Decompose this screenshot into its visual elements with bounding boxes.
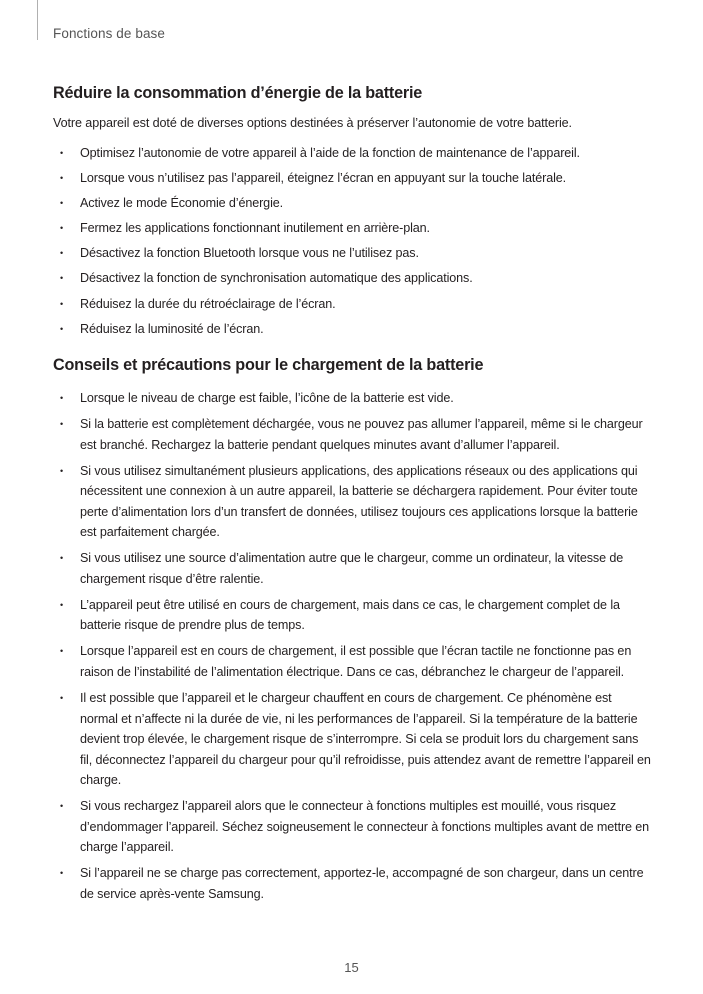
list-item-text: Désactivez la fonction de synchronisation automatique des applications. xyxy=(80,271,473,286)
header-margin-rule xyxy=(37,0,38,40)
bullet-icon: • xyxy=(60,419,64,430)
bullet-icon: • xyxy=(60,393,64,403)
list-item-text: Si vous utilisez une source d’alimentation autre que le chargeur, comme un ordinateur, la vitesse de chargement risque d’être ralentie. xyxy=(80,551,624,586)
running-header: Fonctions de base xyxy=(53,26,166,41)
list-item-text: Si vous rechargez l’appareil alors que le connecteur à fonctions multiples est mouillé, vous risquez d’endommager l’appareil. Séchez soigneusement le connecteur à fonctions multiples avant de mettre en charge l’appareil. xyxy=(80,799,650,855)
list-item xyxy=(0,319,703,340)
list-item xyxy=(0,168,703,189)
list-item xyxy=(0,414,703,455)
bullet-icon: • xyxy=(60,248,64,259)
list-item-text: Désactivez la fonction Bluetooth lorsque vous ne l’utilisez pas. xyxy=(80,246,419,261)
list-item xyxy=(0,193,703,214)
battery-saving-tips-list xyxy=(0,143,703,344)
section-title-charging-tips: Conseils et précautions pour le chargement de la batterie xyxy=(53,356,484,374)
list-item xyxy=(0,243,703,264)
bullet-icon: • xyxy=(60,323,64,334)
bullet-icon: • xyxy=(60,693,64,704)
list-item-text: Réduisez la durée du rétroéclairage de l’écran. xyxy=(80,296,336,311)
bullet-icon: • xyxy=(60,801,64,812)
page-number: 15 xyxy=(344,960,359,975)
list-item-text: Lorsque l’appareil est en cours de chargement, il est possible que l’écran tactile ne fonctionne pas en raison de l’instabilité de l’alimentation électrique. Dans ce cas, débranchez le chargeur de l’appareil. xyxy=(80,644,632,679)
list-item-text: L’appareil peut être utilisé en cours de chargement, mais dans ce cas, le chargement complet de la batterie risque de prendre plus de temps. xyxy=(80,597,620,633)
list-item xyxy=(0,461,703,543)
bullet-icon: • xyxy=(60,465,64,476)
list-item xyxy=(0,143,703,164)
list-item-text: Il est possible que l’appareil et le chargeur chauffent en cours de chargement. Ce phénomène est normal et n’affecte ni la durée de vie, ni les performances de l’appareil. Si la température de la batterie devient trop élevée, le chargement risque de s’interrompre. Si cela se produit lors du chargement sans fil, déconnectez l’appareil du chargeur pour qu’il refroidisse, puis attendez avant de remettre l’appareil en charge. xyxy=(80,691,651,788)
charging-tips-list xyxy=(0,388,703,910)
list-item xyxy=(0,796,703,858)
list-item xyxy=(0,548,703,589)
list-item-text: Optimisez l’autonomie de votre appareil à l’aide de la fonction de maintenance de l’appareil. xyxy=(80,146,580,160)
list-item xyxy=(0,218,703,239)
bullet-icon: • xyxy=(60,599,64,610)
list-item-text: Réduisez la luminosité de l’écran. xyxy=(80,321,264,336)
list-item-text: Lorsque vous n’utilisez pas l’appareil, éteignez l’écran en appuyant sur la touche latérale. xyxy=(80,171,567,186)
list-item-text: Si vous utilisez simultanément plusieurs applications, des applications réseaux ou des applications qui nécessitent une connexion à un autre appareil, la batterie se déchargera rapidement. Pour éviter toute perte d’alimentation lors d’un transfert de données, utilisez toujours ces applications lorsque la batterie est parfaitement chargée. xyxy=(80,463,638,540)
list-item xyxy=(0,268,703,289)
bullet-icon: • xyxy=(60,148,64,158)
bullet-icon: • xyxy=(60,298,64,309)
bullet-icon: • xyxy=(60,868,64,879)
list-item-text: Si la batterie est complètement déchargée, vous ne pouvez pas allumer l’appareil, même si le chargeur est branché. Rechargez la batterie pendant quelques minutes avant d’allumer l’appareil. xyxy=(80,417,643,452)
list-item-text: Lorsque le niveau de charge est faible, l’icône de la batterie est vide. xyxy=(80,391,454,405)
section-intro: Votre appareil est doté de diverses options destinées à préserver l’autonomie de votre batterie. xyxy=(53,116,572,130)
bullet-icon: • xyxy=(60,198,64,209)
list-item xyxy=(0,863,703,904)
bullet-icon: • xyxy=(60,173,64,184)
list-item-text: Fermez les applications fonctionnant inutilement en arrière-plan. xyxy=(80,221,430,236)
list-item xyxy=(0,688,703,791)
list-item-text: Activez le mode Économie d’énergie. xyxy=(80,196,284,211)
bullet-icon: • xyxy=(60,223,64,234)
list-item xyxy=(0,595,703,636)
list-item xyxy=(0,388,703,409)
list-item xyxy=(0,641,703,682)
bullet-icon: • xyxy=(60,553,64,564)
bullet-icon: • xyxy=(60,273,64,284)
list-item xyxy=(0,294,703,315)
list-item-text: Si l’appareil ne se charge pas correctement, apportez-le, accompagné de son chargeur, dans un centre de service après-vente Samsung. xyxy=(80,866,644,901)
bullet-icon: • xyxy=(60,646,64,657)
section-title-battery-saving: Réduire la consommation d’énergie de la batterie xyxy=(53,84,423,102)
